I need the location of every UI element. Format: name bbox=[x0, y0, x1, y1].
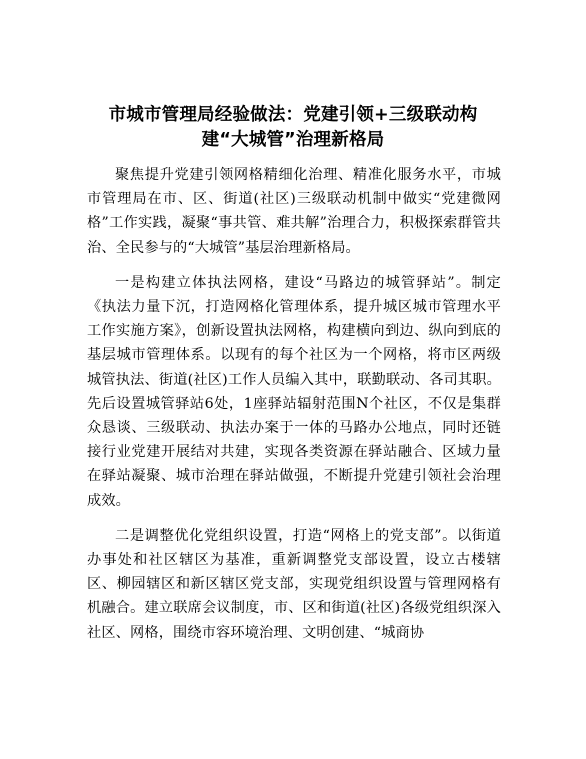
document-body bbox=[87, 163, 501, 656]
paragraph-point-two: 二是调整优化党组织设置，打造“网格上的党支部”。以街道办事处和社区辖区为基准，重新调整党支部设置，设立古楼辖区、柳园辖区和新区辖区党支部，实现党组织设置与管理网格有机融合。建立联席会议制度，市、区和街道(社区)各级党组织深入社区、网格，围绕市容环境治理、文明创建、“城商协 bbox=[87, 527, 501, 641]
title-line-1: 市城市管理局经验做法：党建引领+三级联动构 bbox=[108, 105, 478, 125]
title-line-2: 建“大城管”治理新格局 bbox=[201, 130, 385, 150]
document-title bbox=[70, 103, 516, 153]
paragraph-point-one: 一是构建立体执法网格，建设“马路边的城管驿站”。制定《执法力量下沉，打造网格化管理体系，提升城区城市管理水平工作实施方案》，创新设置执法网格，构建横向到边、纵向到底的基层城市管理体系。以现有的每个社区为一个网格，将市区两级城管执法、街道(社区)工作人员编入其中，联勤联动、各司其职。先后设置城管驿站6处，1座驿站辐射范围N个社区，不仅是集群众恳谈、三级联动、执法办案于一体的马路办公地点，同时还链接行业党建开展结对共建，实现各类资源在驿站融合、区域力量在驿站凝聚、城市治理在驿站做强，不断提升党建引领社会治理成效。 bbox=[87, 274, 501, 509]
paragraph-intro: 聚焦提升党建引领网格精细化治理、精准化服务水平，市城市管理局在市、区、街道(社区)三级联动机制中做实“党建微网格”工作实践，凝聚“事共管、难共解”治理合力，积极探索群管共治、全民参与的“大城管”基层治理新格局。 bbox=[87, 167, 501, 256]
